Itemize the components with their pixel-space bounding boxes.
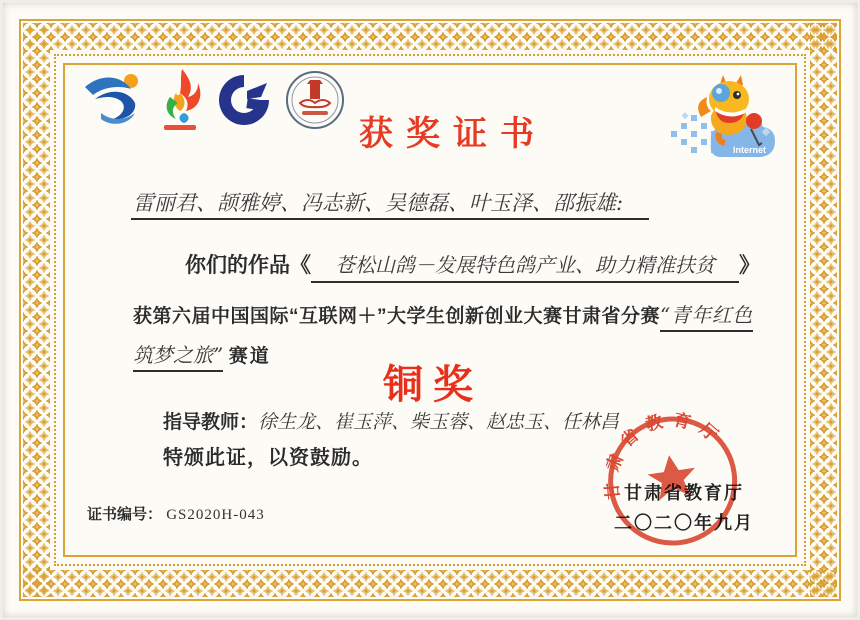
competition-swoosh-logo-icon [81, 69, 147, 136]
grant-sentence: 特颁此证，以资鼓励。 [163, 447, 373, 469]
work-title-line [185, 249, 760, 283]
certificate-number-line [87, 503, 265, 524]
issuer-name: 甘肃省教育厅 [624, 483, 744, 503]
work-prefix: 你们的作品 [185, 254, 290, 277]
work-title-value: 苍松山鸽－发展特色鸽产业、助力精准扶贫 [311, 249, 739, 283]
teachers-label: 指导教师： [163, 412, 259, 433]
seal-star-icon [645, 452, 699, 501]
issue-date: 二〇二〇年九月 [614, 513, 754, 533]
award-name: 铜奖 [383, 363, 483, 407]
seal-arc-text: 甘肃省教育厅 [601, 410, 729, 501]
certificate-number-label: 证书编号： [87, 506, 163, 523]
official-seal [594, 402, 753, 565]
teachers-names: 徐生龙、崔玉萍、柴玉蓉、赵忠玉、任林昌 [258, 411, 620, 433]
recipient-names-text: 雷丽君、颉雅婷、冯志新、吴德磊、叶玉泽、邵振雄: [131, 191, 649, 220]
internet-plus-dragon-mascot-icon [667, 69, 779, 184]
flame-logo-icon [156, 67, 204, 138]
recipient-names [131, 187, 649, 217]
ornate-border-bottom [23, 570, 837, 597]
certificate-paper [3, 3, 857, 617]
ornate-border-top [23, 23, 837, 50]
ornate-border-right [810, 23, 837, 597]
track-start-value: “青年红色 [660, 303, 753, 332]
bracket-close: 》 [739, 254, 760, 277]
bracket-open: 《 [290, 254, 311, 277]
track-end-value: 筑梦之旅” [133, 343, 223, 372]
competition-line [133, 299, 753, 328]
track-suffix: 赛道 [228, 346, 271, 367]
ornate-border-left [23, 23, 50, 597]
certificate-number-value: GS2020H-043 [166, 507, 265, 523]
mascot-cloud-label: Internet [733, 145, 767, 155]
teachers-line [163, 407, 619, 434]
construction-bank-logo-icon [213, 69, 275, 136]
competition-text: 获第六届中国国际“互联网＋”大学生创新创业大赛甘肃省分赛 [133, 306, 661, 327]
certificate-title: 获奖证书 [359, 115, 547, 153]
